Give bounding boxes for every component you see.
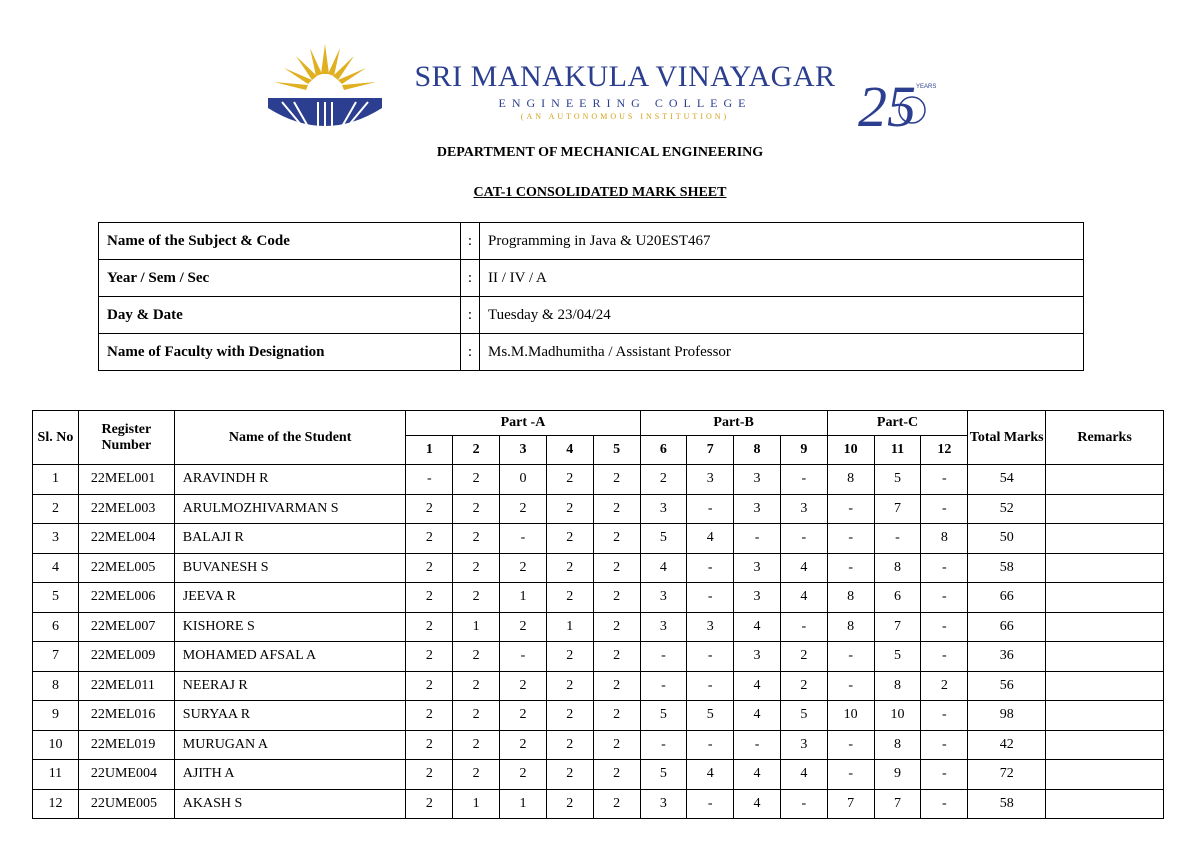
- info-table: [98, 222, 1084, 371]
- info-row: [99, 297, 1084, 334]
- total-marks-cell: 58: [968, 553, 1046, 583]
- student-name-cell: JEEVA R: [174, 583, 406, 613]
- header-question-4: 4: [546, 436, 593, 465]
- mark-cell: 4: [640, 553, 687, 583]
- mark-cell: 8: [874, 671, 921, 701]
- info-row: [99, 260, 1084, 297]
- mark-cell: 3: [780, 494, 827, 524]
- mark-cell: 2: [921, 671, 968, 701]
- mark-cell: 3: [640, 494, 687, 524]
- info-separator: :: [461, 334, 480, 371]
- mark-cell: 2: [593, 524, 640, 554]
- mark-cell: -: [827, 730, 874, 760]
- mark-cell: -: [780, 465, 827, 495]
- mark-cell: -: [921, 553, 968, 583]
- student-name-cell: KISHORE S: [174, 612, 406, 642]
- mark-cell: 2: [453, 760, 500, 790]
- mark-cell: 5: [640, 760, 687, 790]
- total-marks-cell: 36: [968, 642, 1046, 672]
- sl-no-cell: 4: [33, 553, 79, 583]
- remarks-cell: [1046, 789, 1164, 819]
- mark-cell: 2: [593, 465, 640, 495]
- register-number-cell: 22MEL011: [78, 671, 174, 701]
- mark-cell: 3: [780, 730, 827, 760]
- mark-cell: 2: [640, 465, 687, 495]
- mark-cell: -: [734, 730, 781, 760]
- mark-cell: -: [687, 494, 734, 524]
- mark-cell: 3: [734, 465, 781, 495]
- mark-cell: 4: [780, 553, 827, 583]
- sl-no-cell: 5: [33, 583, 79, 613]
- total-marks-cell: 54: [968, 465, 1046, 495]
- mark-cell: 2: [593, 671, 640, 701]
- info-label: Day & Date: [99, 297, 461, 334]
- table-row: [33, 612, 1164, 642]
- mark-cell: 2: [500, 760, 547, 790]
- student-name-cell: MOHAMED AFSAL A: [174, 642, 406, 672]
- department-title: DEPARTMENT OF MECHANICAL ENGINEERING: [436, 145, 764, 160]
- college-subtitle: ENGINEERING COLLEGE: [498, 96, 752, 110]
- mark-cell: 1: [500, 583, 547, 613]
- sl-no-cell: 2: [33, 494, 79, 524]
- mark-cell: 5: [687, 701, 734, 731]
- student-name-cell: ARAVINDH R: [174, 465, 406, 495]
- mark-cell: -: [687, 583, 734, 613]
- mark-cell: 8: [827, 612, 874, 642]
- header-remarks: Remarks: [1046, 411, 1164, 465]
- mark-cell: 2: [593, 760, 640, 790]
- mark-cell: 7: [827, 789, 874, 819]
- mark-cell: 4: [734, 789, 781, 819]
- mark-cell: 2: [546, 583, 593, 613]
- mark-cell: 5: [640, 524, 687, 554]
- college-header: [0, 30, 1200, 140]
- mark-cell: -: [780, 524, 827, 554]
- mark-cell: 2: [500, 612, 547, 642]
- remarks-cell: [1046, 760, 1164, 790]
- total-marks-cell: 52: [968, 494, 1046, 524]
- remarks-cell: [1046, 524, 1164, 554]
- mark-cell: 2: [546, 789, 593, 819]
- info-row: [99, 223, 1084, 260]
- mark-cell: 4: [734, 760, 781, 790]
- mark-cell: 2: [500, 494, 547, 524]
- sl-no-cell: 1: [33, 465, 79, 495]
- mark-cell: 2: [500, 730, 547, 760]
- mark-cell: 1: [500, 789, 547, 819]
- total-marks-cell: 50: [968, 524, 1046, 554]
- mark-cell: -: [640, 642, 687, 672]
- student-name-cell: MURUGAN A: [174, 730, 406, 760]
- sheet-title: CAT-1 CONSOLIDATED MARK SHEET: [473, 185, 727, 200]
- mark-cell: 0: [500, 465, 547, 495]
- sl-no-cell: 10: [33, 730, 79, 760]
- table-row: [33, 553, 1164, 583]
- college-name: SRI MANAKULA VINAYAGAR: [414, 60, 836, 93]
- register-number-cell: 22MEL007: [78, 612, 174, 642]
- mark-cell: 2: [406, 612, 453, 642]
- header-question-11: 11: [874, 436, 921, 465]
- mark-cell: -: [921, 612, 968, 642]
- mark-cell: 2: [453, 465, 500, 495]
- mark-cell: 8: [827, 465, 874, 495]
- mark-cell: 2: [593, 612, 640, 642]
- total-marks-cell: 98: [968, 701, 1046, 731]
- table-row: [33, 465, 1164, 495]
- table-row: [33, 730, 1164, 760]
- info-value: Ms.M.Madhumitha / Assistant Professor: [480, 334, 1084, 371]
- mark-cell: 2: [546, 524, 593, 554]
- info-separator: :: [461, 260, 480, 297]
- register-number-cell: 22MEL016: [78, 701, 174, 731]
- student-name-cell: BALAJI R: [174, 524, 406, 554]
- register-number-cell: 22MEL006: [78, 583, 174, 613]
- mark-cell: -: [734, 524, 781, 554]
- mark-cell: 2: [406, 760, 453, 790]
- sl-no-cell: 7: [33, 642, 79, 672]
- mark-cell: 2: [593, 553, 640, 583]
- mark-cell: 3: [734, 583, 781, 613]
- mark-cell: 2: [406, 730, 453, 760]
- mark-cell: 2: [453, 701, 500, 731]
- mark-cell: -: [921, 465, 968, 495]
- mark-cell: -: [827, 642, 874, 672]
- mark-cell: 2: [406, 553, 453, 583]
- mark-cell: 2: [406, 583, 453, 613]
- mark-cell: 3: [640, 612, 687, 642]
- header-sl-no: Sl. No: [33, 411, 79, 465]
- register-number-cell: 22UME004: [78, 760, 174, 790]
- info-label: Name of the Subject & Code: [99, 223, 461, 260]
- remarks-cell: [1046, 730, 1164, 760]
- mark-cell: 5: [640, 701, 687, 731]
- mark-cell: 8: [874, 730, 921, 760]
- table-row: [33, 701, 1164, 731]
- student-name-cell: NEERAJ R: [174, 671, 406, 701]
- mark-cell: 2: [780, 642, 827, 672]
- mark-cell: 7: [874, 612, 921, 642]
- header-student-name: Name of the Student: [174, 411, 406, 465]
- mark-cell: 4: [734, 701, 781, 731]
- info-value: Programming in Java & U20EST467: [480, 223, 1084, 260]
- mark-cell: 2: [546, 553, 593, 583]
- student-name-cell: SURYAA R: [174, 701, 406, 731]
- header-question-3: 3: [500, 436, 547, 465]
- student-name-cell: AKASH S: [174, 789, 406, 819]
- mark-cell: 2: [406, 701, 453, 731]
- mark-cell: 2: [546, 730, 593, 760]
- mark-cell: 2: [453, 583, 500, 613]
- mark-cell: 4: [687, 760, 734, 790]
- mark-cell: -: [921, 730, 968, 760]
- mark-cell: 4: [734, 612, 781, 642]
- college-name-block: [400, 60, 850, 121]
- mark-cell: -: [921, 701, 968, 731]
- mark-cell: 2: [593, 730, 640, 760]
- student-name-cell: AJITH A: [174, 760, 406, 790]
- mark-cell: 2: [593, 583, 640, 613]
- svg-text:25: 25: [858, 74, 916, 139]
- svg-text:YEARS: YEARS: [916, 84, 937, 90]
- mark-cell: 2: [453, 671, 500, 701]
- sl-no-cell: 3: [33, 524, 79, 554]
- register-number-cell: 22MEL005: [78, 553, 174, 583]
- total-marks-cell: 66: [968, 583, 1046, 613]
- table-row: [33, 789, 1164, 819]
- mark-cell: 2: [453, 642, 500, 672]
- mark-cell: 3: [734, 642, 781, 672]
- remarks-cell: [1046, 494, 1164, 524]
- mark-cell: 2: [546, 642, 593, 672]
- mark-cell: -: [827, 671, 874, 701]
- mark-cell: 2: [546, 701, 593, 731]
- register-number-cell: 22UME005: [78, 789, 174, 819]
- remarks-cell: [1046, 642, 1164, 672]
- mark-cell: 2: [780, 671, 827, 701]
- remarks-cell: [1046, 583, 1164, 613]
- sl-no-cell: 9: [33, 701, 79, 731]
- mark-cell: -: [921, 789, 968, 819]
- mark-cell: -: [500, 524, 547, 554]
- marks-table: [32, 410, 1164, 819]
- mark-cell: 2: [500, 701, 547, 731]
- mark-cell: 2: [406, 494, 453, 524]
- remarks-cell: [1046, 465, 1164, 495]
- mark-cell: -: [780, 789, 827, 819]
- mark-cell: -: [780, 612, 827, 642]
- mark-cell: 3: [687, 465, 734, 495]
- mark-cell: 5: [874, 465, 921, 495]
- mark-cell: 8: [827, 583, 874, 613]
- header-question-9: 9: [780, 436, 827, 465]
- mark-cell: 10: [827, 701, 874, 731]
- mark-cell: -: [687, 671, 734, 701]
- header-question-12: 12: [921, 436, 968, 465]
- mark-cell: 2: [406, 671, 453, 701]
- mark-cell: -: [687, 642, 734, 672]
- mark-cell: 2: [546, 494, 593, 524]
- mark-cell: 2: [453, 524, 500, 554]
- mark-cell: -: [827, 553, 874, 583]
- sl-no-cell: 8: [33, 671, 79, 701]
- mark-cell: 1: [546, 612, 593, 642]
- mark-cell: 3: [687, 612, 734, 642]
- header-question-7: 7: [687, 436, 734, 465]
- college-logo-icon: [262, 40, 388, 144]
- header-question-5: 5: [593, 436, 640, 465]
- college-tagline: (AN AUTONOMOUS INSTITUTION): [520, 112, 730, 121]
- mark-cell: 3: [640, 789, 687, 819]
- sl-no-cell: 6: [33, 612, 79, 642]
- table-row: [33, 760, 1164, 790]
- mark-cell: 6: [874, 583, 921, 613]
- total-marks-cell: 56: [968, 671, 1046, 701]
- header-total-marks: Total Marks: [968, 411, 1046, 465]
- mark-cell: 9: [874, 760, 921, 790]
- mark-cell: 4: [734, 671, 781, 701]
- mark-cell: 4: [687, 524, 734, 554]
- mark-cell: 10: [874, 701, 921, 731]
- info-row: [99, 334, 1084, 371]
- register-number-cell: 22MEL003: [78, 494, 174, 524]
- header-part-c: Part-C: [827, 411, 968, 436]
- table-row: [33, 494, 1164, 524]
- mark-cell: 2: [546, 465, 593, 495]
- mark-cell: 2: [593, 494, 640, 524]
- mark-cell: 7: [874, 789, 921, 819]
- info-label: Name of Faculty with Designation: [99, 334, 461, 371]
- student-name-cell: ARULMOZHIVARMAN S: [174, 494, 406, 524]
- mark-cell: 2: [406, 524, 453, 554]
- mark-cell: 1: [453, 612, 500, 642]
- mark-cell: -: [874, 524, 921, 554]
- mark-cell: -: [640, 730, 687, 760]
- mark-cell: 2: [453, 494, 500, 524]
- table-row: [33, 583, 1164, 613]
- table-row: [33, 524, 1164, 554]
- mark-cell: 2: [500, 671, 547, 701]
- mark-cell: 4: [780, 583, 827, 613]
- header-part-b: Part-B: [640, 411, 827, 436]
- mark-cell: 1: [453, 789, 500, 819]
- total-marks-cell: 66: [968, 612, 1046, 642]
- sl-no-cell: 11: [33, 760, 79, 790]
- total-marks-cell: 42: [968, 730, 1046, 760]
- total-marks-cell: 72: [968, 760, 1046, 790]
- student-name-cell: BUVANESH S: [174, 553, 406, 583]
- table-row: [33, 642, 1164, 672]
- header-question-2: 2: [453, 436, 500, 465]
- mark-cell: -: [921, 760, 968, 790]
- mark-cell: 7: [874, 494, 921, 524]
- mark-cell: -: [921, 494, 968, 524]
- register-number-cell: 22MEL001: [78, 465, 174, 495]
- mark-cell: 8: [874, 553, 921, 583]
- mark-cell: -: [687, 553, 734, 583]
- mark-cell: -: [500, 642, 547, 672]
- mark-cell: 3: [734, 553, 781, 583]
- register-number-cell: 22MEL019: [78, 730, 174, 760]
- register-number-cell: 22MEL009: [78, 642, 174, 672]
- mark-cell: -: [687, 789, 734, 819]
- mark-cell: -: [827, 524, 874, 554]
- mark-cell: 2: [500, 553, 547, 583]
- mark-cell: 2: [593, 789, 640, 819]
- remarks-cell: [1046, 701, 1164, 731]
- mark-cell: 2: [593, 701, 640, 731]
- mark-cell: 2: [453, 730, 500, 760]
- mark-cell: -: [406, 465, 453, 495]
- remarks-cell: [1046, 553, 1164, 583]
- mark-cell: -: [921, 583, 968, 613]
- info-value: II / IV / A: [480, 260, 1084, 297]
- info-separator: :: [461, 223, 480, 260]
- mark-cell: 2: [406, 642, 453, 672]
- register-number-cell: 22MEL004: [78, 524, 174, 554]
- remarks-cell: [1046, 671, 1164, 701]
- mark-cell: -: [827, 760, 874, 790]
- mark-cell: 2: [453, 553, 500, 583]
- mark-cell: 3: [734, 494, 781, 524]
- mark-cell: 5: [874, 642, 921, 672]
- mark-cell: 8: [921, 524, 968, 554]
- mark-cell: 2: [546, 671, 593, 701]
- mark-cell: 2: [406, 789, 453, 819]
- mark-cell: 2: [546, 760, 593, 790]
- mark-cell: 3: [640, 583, 687, 613]
- total-marks-cell: 58: [968, 789, 1046, 819]
- mark-cell: 2: [593, 642, 640, 672]
- header-question-6: 6: [640, 436, 687, 465]
- mark-cell: 4: [780, 760, 827, 790]
- info-separator: :: [461, 297, 480, 334]
- header-question-1: 1: [406, 436, 453, 465]
- header-question-10: 10: [827, 436, 874, 465]
- header-part-a: Part -A: [406, 411, 640, 436]
- header-question-8: 8: [734, 436, 781, 465]
- remarks-cell: [1046, 612, 1164, 642]
- mark-cell: -: [687, 730, 734, 760]
- mark-cell: -: [827, 494, 874, 524]
- table-row: [33, 671, 1164, 701]
- mark-cell: -: [640, 671, 687, 701]
- mark-cell: 5: [780, 701, 827, 731]
- info-label: Year / Sem / Sec: [99, 260, 461, 297]
- header-register-number: Register Number: [78, 411, 174, 465]
- mark-cell: -: [921, 642, 968, 672]
- info-value: Tuesday & 23/04/24: [480, 297, 1084, 334]
- sl-no-cell: 12: [33, 789, 79, 819]
- anniversary-25-icon: [852, 66, 942, 156]
